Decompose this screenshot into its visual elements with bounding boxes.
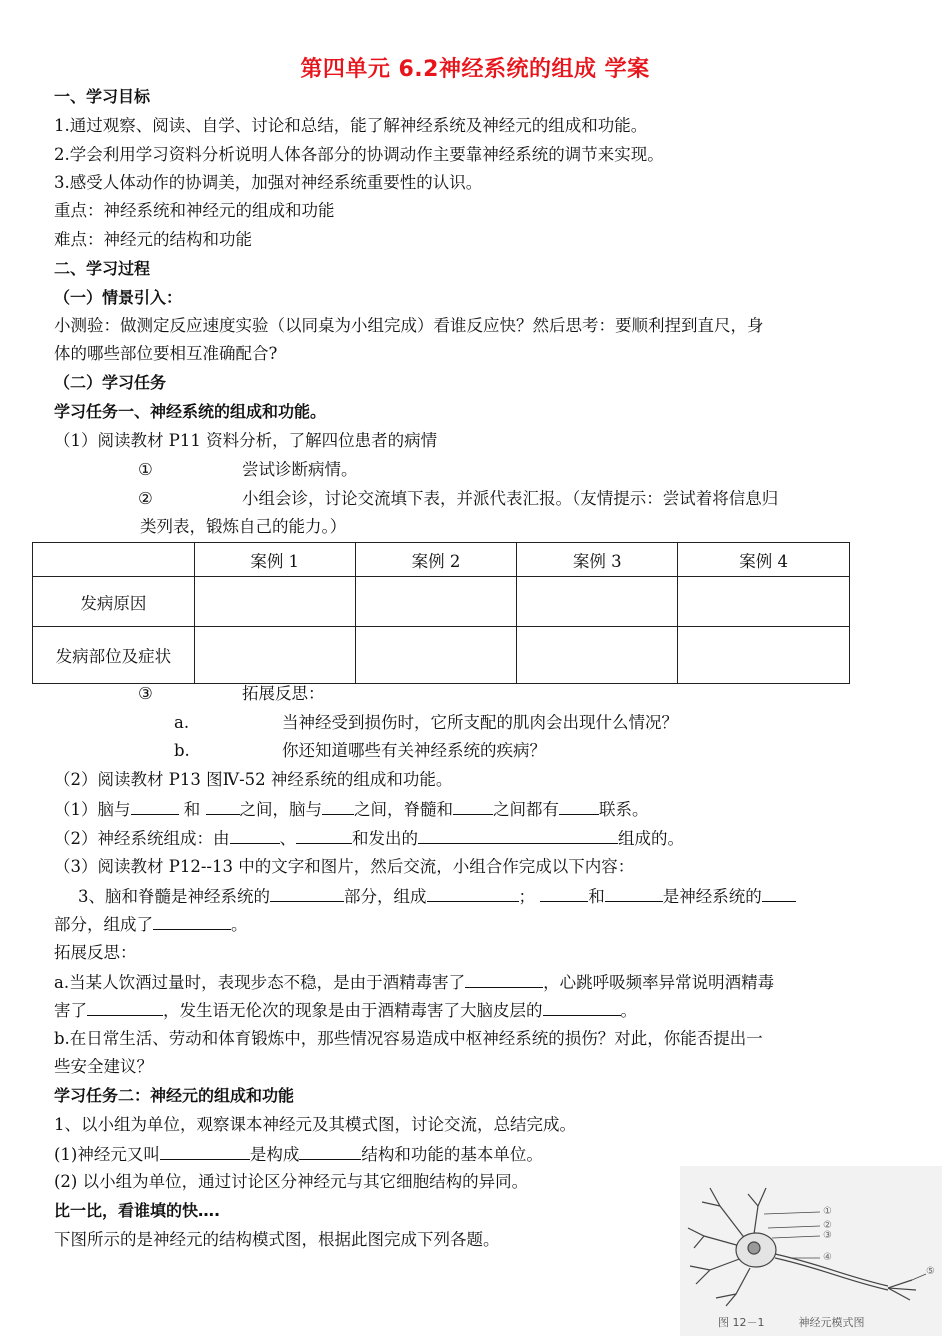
task2-fill-line	[54, 1143, 543, 1166]
answer-blank[interactable]	[605, 885, 663, 902]
table-header-cell	[33, 543, 195, 577]
reflect2-b-line-1: b.在日常生活、劳动和体育锻炼中，那些情况容易造成中枢神经系统的损伤？对此，你能否提出一	[54, 1029, 763, 1048]
table-row	[33, 627, 850, 684]
answer-blank[interactable]	[465, 971, 543, 988]
neuron-diagram	[680, 1166, 942, 1336]
fill-text: （2）神经系统组成：由	[54, 829, 230, 848]
task2-item2: (2) 以小组为单位，通过讨论区分神经元与其它细胞结构的异同。	[54, 1172, 529, 1191]
fill-text: 和	[183, 800, 201, 819]
difficulty: 难点：神经元的结构和功能	[54, 230, 252, 249]
fill-line-2	[54, 827, 684, 850]
fill-text: 组成的。	[618, 829, 684, 848]
reflect2-b-line-2: 些安全建议？	[54, 1057, 153, 1076]
sub2-text-line-1: 小组会诊，讨论交流填下表，并派代表汇报。（友情提示：尝试着将信息归	[242, 489, 779, 508]
answer-blank[interactable]	[230, 827, 280, 844]
reflect1-a-text: 当神经受到损伤时，它所支配的肌肉会出现什么情况？	[282, 713, 678, 732]
section-heading-goals: 一、学习目标	[54, 87, 151, 106]
table-header-cell: 案例 2	[355, 543, 517, 577]
fill-text: 、	[279, 829, 296, 848]
table-cell[interactable]	[678, 577, 850, 627]
table-cell[interactable]	[517, 627, 678, 684]
answer-blank[interactable]	[762, 885, 796, 902]
case-table	[32, 542, 850, 684]
fill-text: 害了	[54, 1001, 87, 1020]
fill-text: 部分，组成	[344, 887, 427, 906]
answer-blank[interactable]	[296, 827, 352, 844]
key-point: 重点：神经系统和神经元的组成和功能	[54, 201, 335, 220]
diagram-label: ④	[823, 1252, 832, 1263]
answer-blank[interactable]	[131, 798, 179, 815]
fill-text: 3、脑和脊髓是神经系统的	[78, 887, 270, 906]
fill-text: 之间都有	[493, 800, 559, 819]
fill-text: 是神经系统的	[662, 887, 762, 906]
fill-line-3	[78, 885, 796, 908]
fill-text: 之间，脊髓和	[354, 800, 453, 819]
fill-text: 。	[231, 915, 248, 934]
sub1-number: ①	[138, 460, 153, 479]
fill-text: （1）脑与	[54, 800, 131, 819]
reflect1-a-label: a.	[174, 713, 190, 732]
task1-item2: （2）阅读教材 P13 图Ⅳ-52 神经系统的组成和功能。	[54, 770, 453, 789]
answer-blank[interactable]	[427, 885, 519, 902]
intro-text-line-2: 体的哪些部位要相互准确配合?	[54, 344, 278, 363]
intro-text-line-1: 小测验：做测定反应速度实验（以同桌为小组完成）看谁反应快？然后思考：要顺利捏到直尺，身	[54, 316, 764, 335]
goal-3: 3.感受人体动作的协调美，加强对神经系统重要性的认识。	[54, 173, 483, 192]
answer-blank[interactable]	[87, 999, 163, 1016]
fill-text: 和	[588, 887, 605, 906]
reflect2-label: 拓展反思：	[54, 943, 137, 962]
table-cell[interactable]	[355, 577, 517, 627]
fill-text: (1)神经元又叫	[54, 1145, 160, 1164]
figure-instruction: 下图所示的是神经元的结构模式图，根据此图完成下列各题。	[54, 1230, 500, 1249]
answer-blank[interactable]	[299, 1143, 361, 1160]
answer-blank[interactable]	[270, 885, 344, 902]
table-row-label: 发病部位及症状	[33, 627, 195, 684]
sub2-text-line-2: 类列表，锻炼自己的能力。）	[140, 517, 347, 536]
reflect2-a-line-1	[54, 971, 774, 994]
page-title: 第四单元 6.2神经系统的组成 学案	[300, 57, 650, 82]
table-header-row	[33, 543, 850, 577]
neuron-drawing	[680, 1166, 942, 1336]
table-cell[interactable]	[678, 627, 850, 684]
fill-text: 联系。	[599, 800, 649, 819]
reflect1-b-text: 你还知道哪些有关神经系统的疾病？	[282, 741, 546, 760]
task2-item1: 1、以小组为单位，观察课本神经元及其模式图，讨论交流，总结完成。	[54, 1115, 576, 1134]
sub2-number: ②	[138, 489, 153, 508]
goal-2: 2.学会利用学习资料分析说明人体各部分的协调动作主要靠神经系统的调节来实现。	[54, 145, 664, 164]
diagram-label: ②	[823, 1220, 832, 1231]
section-heading-process: 二、学习过程	[54, 259, 151, 278]
caption-title: 神经元模式图	[798, 1316, 865, 1329]
table-cell[interactable]	[194, 627, 355, 684]
answer-blank[interactable]	[543, 999, 621, 1016]
fill-text: a.当某人饮酒过量时，表现步态不稳，是由于酒精毒害了	[54, 973, 466, 992]
tasks-heading: （二）学习任务	[54, 373, 167, 392]
answer-blank[interactable]	[453, 798, 493, 815]
task1-heading: 学习任务一、神经系统的组成和功能。	[54, 402, 327, 421]
table-cell[interactable]	[355, 627, 517, 684]
fill-text: ，心跳呼吸频率异常说明酒精毒	[543, 973, 775, 992]
table-row-label: 发病原因	[33, 577, 195, 627]
table-header-cell: 案例 3	[517, 543, 678, 577]
answer-blank[interactable]	[559, 798, 599, 815]
intro-heading: （一）情景引入：	[54, 288, 183, 307]
caption-number: 图 12－1	[718, 1316, 765, 1329]
fill-line-3b	[54, 913, 248, 936]
task2-heading: 学习任务二：神经元的组成和功能	[54, 1086, 295, 1105]
fill-text: 之间，脑与	[239, 800, 322, 819]
fill-text: 结构和功能的基本单位。	[361, 1145, 543, 1164]
diagram-label: ⑤	[926, 1266, 935, 1277]
diagram-caption	[718, 1314, 899, 1330]
table-header-cell: 案例 1	[194, 543, 355, 577]
table-row	[33, 577, 850, 627]
reflect1-label: 拓展反思：	[242, 684, 325, 703]
reflect1-b-label: b.	[174, 741, 190, 760]
table-cell[interactable]	[194, 577, 355, 627]
answer-blank[interactable]	[418, 827, 618, 844]
fill-text: 是构成	[249, 1145, 300, 1164]
fill-text: 部分，组成了	[54, 915, 153, 934]
diagram-label: ①	[823, 1206, 832, 1217]
task1-item1: （1）阅读教材 P11 资料分析，了解四位患者的病情	[54, 431, 438, 450]
reflect2-a-line-2	[54, 999, 637, 1022]
answer-blank[interactable]	[206, 798, 240, 815]
answer-blank[interactable]	[153, 913, 231, 930]
answer-blank[interactable]	[540, 885, 588, 902]
reflect1-number: ③	[138, 684, 153, 703]
table-header-cell: 案例 4	[678, 543, 850, 577]
task1-item3: （3）阅读教材 P12--13 中的文字和图片，然后交流，小组合作完成以下内容：	[54, 857, 635, 876]
sub1-text: 尝试诊断病情。	[242, 460, 358, 479]
fill-line-1	[54, 798, 649, 821]
diagram-label: ③	[823, 1230, 832, 1241]
fill-text: 。	[620, 1001, 637, 1020]
answer-blank[interactable]	[160, 1143, 250, 1160]
answer-blank[interactable]	[322, 798, 354, 815]
compare-heading: 比一比，看谁填的快….	[54, 1201, 221, 1220]
fill-text: ，发生语无伦次的现象是由于酒精毒害了大脑皮层的	[163, 1001, 543, 1020]
fill-text: ；	[518, 887, 535, 906]
goal-1: 1.通过观察、阅读、自学、讨论和总结，能了解神经系统及神经元的组成和功能。	[54, 116, 648, 135]
fill-text: 和发出的	[352, 829, 418, 848]
table-cell[interactable]	[517, 577, 678, 627]
